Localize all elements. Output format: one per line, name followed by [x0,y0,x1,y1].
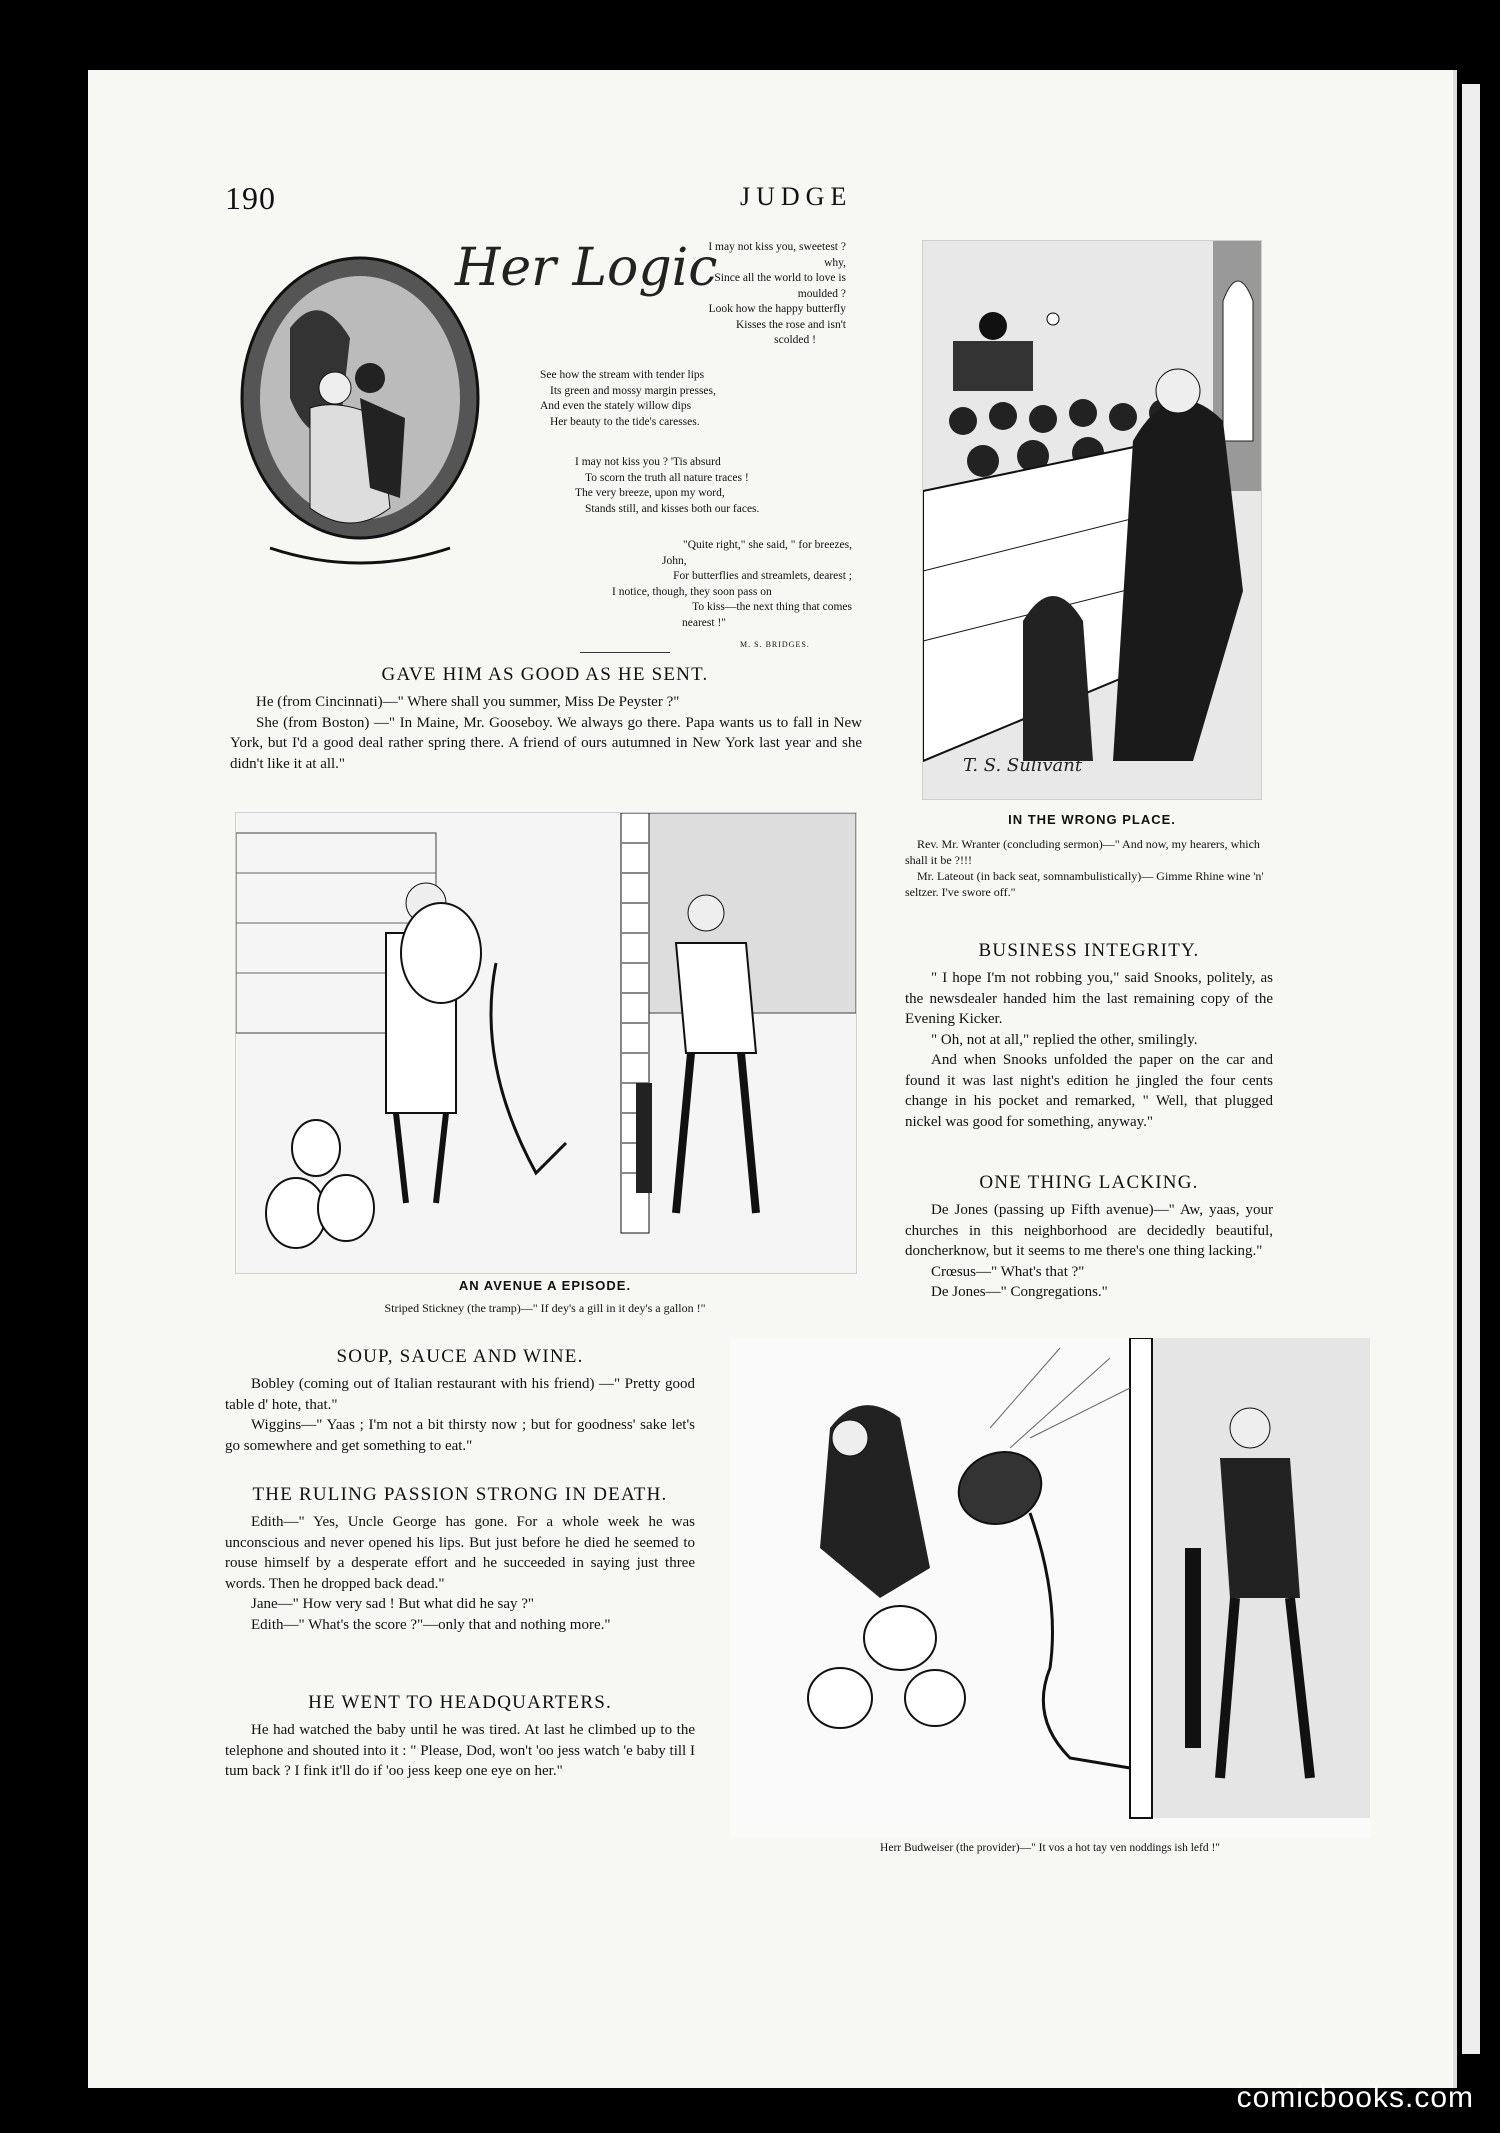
paragraph: De Jones—" Congregations." [931,1284,1108,1300]
poem-line: Since all the world to love is [714,272,846,284]
divider [580,652,670,653]
poem-line: Kisses the rose and isn't [735,318,846,331]
paragraph: Jane—" How very sad ! But what did he say ?" [251,1596,535,1612]
cartoon-title-avenue-a: AN AVENUE A EPISODE. [458,1278,632,1293]
article-lacking [905,1200,1273,1303]
paragraph: " I hope I'm not robbing you," said Snooks, politely, as the newsdealer handed him the last remaining copy of the Evening Kicker. [905,970,1273,1027]
article-soup [225,1374,695,1456]
poem-line: moulded ? [797,287,846,300]
her-logic-illustration [230,248,495,588]
caption-line: Mr. Lateout (in back seat, somnambulistically)— Gimme Rhine wine 'n' seltzer. I've swore off." [905,869,1264,899]
paragraph: Crœsus—" What's that ?" [931,1263,1085,1280]
heading-gave-him: GAVE HIM AS GOOD AS HE SENT. [381,664,709,685]
heading-soup: SOUP, SAUCE AND WINE. [336,1346,584,1367]
cartoon-caption-budweiser: Herr Budweiser (the provider)—" It vos a hot tay ven noddings ish lefd !" [880,1842,1220,1854]
poem-line: To scorn the truth all nature traces ! [585,471,749,484]
poem-author: M. S. BRIDGES. [740,640,810,649]
paragraph: Edith—" Yes, Uncle George has gone. For a whole week he was unconscious and never opened his lips. But just before he died he seemed to rouse himself by a desperate effort and he succeeded in saying just three words. Then he dropped back dead." [225,1514,695,1592]
paragraph: " Oh, not at all," replied the other, smilingly. [931,1031,1198,1048]
facing-page-edge [1462,84,1480,2054]
poem-stanza-4 [612,538,852,631]
paragraph: He had watched the baby until he was tired. At last he climbed up to the telephone and shouted into it : " Please, Dod, won't 'oo jess watch 'e baby till I tum back ? I fink it'll do if 'oo jess keep one eye on her." [225,1722,695,1779]
heading-lacking: ONE THING LACKING. [979,1172,1199,1193]
poem-stanza-2 [540,368,716,430]
watermark: comicbooks.com [1236,2081,1474,2114]
poem-line: Stands still, and kisses both our faces. [585,502,760,515]
poem-stanza-3 [575,455,759,517]
magazine-title: JUDGE [740,182,853,211]
page-number: 190 [225,180,276,216]
paragraph: De Jones (passing up Fifth avenue)—" Aw, yaas, your churches in this neighborhood are decidedly beautiful, doncherknow, but it seems to me there's one thing lacking." [905,1202,1273,1259]
avenue-a-illustration [235,812,857,1274]
paragraph: And when Snooks unfolded the paper on the car and found it was last night's edition he jingled the four cents change in his pocket and remarked, " Well, that plugged nickel was good for something, anyway." [905,1052,1273,1130]
poem-line: "Quite right," she said, " for breezes, [683,539,852,551]
article-ruling [225,1512,695,1635]
caption-line: Rev. Mr. Wranter (concluding sermon)—" And now, my hearers, which shall it be ?!!! [905,837,1260,867]
poem-line: Its green and mossy margin presses, [550,384,716,397]
poem-line: scolded ! [774,334,816,346]
poem-stanza-1 [668,240,846,349]
heading-business: BUSINESS INTEGRITY. [978,940,1200,961]
poem-line: I may not kiss you, sweetest ? [708,241,846,253]
church-illustration [922,240,1262,800]
svg-text:T. S. Sulivant: T. S. Sulivant [963,755,1083,776]
poem-line: Look how the happy butterfly [708,303,846,315]
poem-line: why, [824,256,846,269]
budweiser-illustration [730,1338,1370,1838]
poem-line: To kiss—the next thing that comes [692,601,852,613]
article-headquarters [225,1720,695,1782]
cartoon-caption-wrong-place [905,836,1273,900]
article-business [905,968,1273,1132]
poem-line: I may not kiss you ? 'Tis absurd [575,456,721,468]
poem-line: I notice, though, they soon pass on [612,585,772,598]
article-gave-him [230,692,862,774]
paragraph: She (from Boston) —" In Maine, Mr. Gooseboy. We always go there. Papa wants us to fall in New York, but I'd a good deal rather spring there. A friend of ours autumned in New York last year and she didn't like it at all." [230,714,862,772]
cartoon-title-wrong-place: IN THE WRONG PLACE. [1008,812,1176,827]
heading-ruling: THE RULING PASSION STRONG IN DEATH. [252,1484,668,1505]
poem-title: Her Logic [455,238,718,298]
poem-line: For butterflies and streamlets, dearest ; [673,570,852,582]
poem-line: And even the stately willow dips [540,400,692,412]
paragraph: Wiggins—" Yaas ; I'm not a bit thirsty now ; but for goodness' sake let's go somewhere and get something to eat." [225,1417,695,1454]
paragraph: Bobley (coming out of Italian restaurant with his friend) —" Pretty good table d' hote, that." [225,1376,695,1413]
paragraph: He (from Cincinnati)—" Where shall you summer, Miss De Peyster ?" [256,694,680,710]
paragraph: Edith—" What's the score ?"—only that and nothing more." [251,1616,611,1633]
poem-line: John, [662,554,687,567]
poem-line: Her beauty to the tide's caresses. [550,415,700,428]
poem-line: nearest !" [682,616,726,629]
cartoon-caption-avenue-a: Striped Stickney (the tramp)—" If dey's a gill in it dey's a gallon !" [384,1301,706,1315]
heading-headquarters: HE WENT TO HEADQUARTERS. [308,1692,612,1713]
poem-line: The very breeze, upon my word, [575,487,725,499]
poem-line: See how the stream with tender lips [540,369,705,381]
